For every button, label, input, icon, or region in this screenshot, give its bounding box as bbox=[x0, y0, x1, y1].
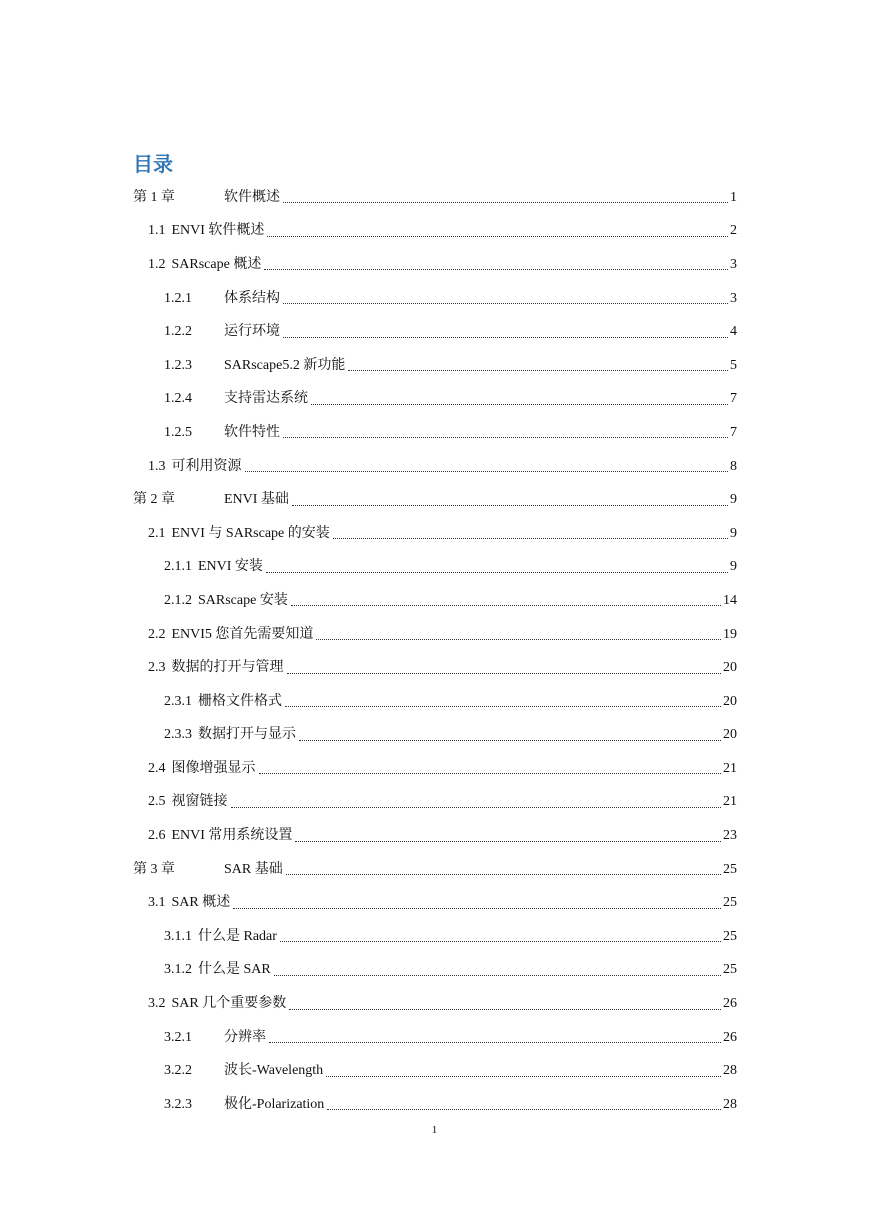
toc-entry-text: ENVI 软件概述 bbox=[171, 223, 265, 239]
dot-leader bbox=[311, 390, 728, 405]
dot-leader bbox=[274, 961, 721, 976]
toc-entry-text: 软件特性 bbox=[224, 424, 280, 440]
toc-entry[interactable] bbox=[0, 853, 869, 887]
toc-entry-text: ENVI 安装 bbox=[198, 559, 263, 575]
toc-entry-page: 21 bbox=[723, 760, 737, 776]
toc-list bbox=[0, 181, 869, 1122]
toc-entry-page: 5 bbox=[730, 357, 737, 373]
toc-entry[interactable] bbox=[0, 383, 869, 417]
toc-entry-text: SARscape 概述 bbox=[171, 256, 262, 272]
toc-entry-text: 极化-Polarization bbox=[224, 1096, 325, 1112]
dot-leader bbox=[283, 289, 728, 304]
toc-entry[interactable] bbox=[0, 551, 869, 585]
dot-leader bbox=[326, 1062, 721, 1077]
dot-leader bbox=[233, 894, 721, 909]
toc-entry[interactable] bbox=[0, 920, 869, 954]
toc-entry-text: SAR 基础 bbox=[224, 861, 283, 877]
toc-entry-page: 26 bbox=[723, 1029, 737, 1045]
toc-entry-text: 软件概述 bbox=[224, 189, 280, 205]
dot-leader bbox=[333, 524, 728, 539]
toc-entry-number: 3.1.2 bbox=[164, 962, 192, 978]
toc-entry-text: SARscape5.2 新功能 bbox=[224, 357, 346, 373]
toc-entry-number: 3.2.1 bbox=[164, 1029, 192, 1045]
toc-entry-text: 什么是 SAR bbox=[198, 962, 271, 978]
toc-entry-number: 3.1.1 bbox=[164, 928, 192, 944]
toc-entry-text: ENVI5 您首先需要知道 bbox=[171, 626, 314, 642]
toc-entry-text: 图像增强显示 bbox=[171, 760, 256, 776]
toc-entry-number: 2.4 bbox=[148, 760, 166, 776]
toc-entry[interactable] bbox=[0, 517, 869, 551]
toc-entry-page: 8 bbox=[730, 458, 737, 474]
toc-entry-text: SAR 概述 bbox=[171, 895, 231, 911]
toc-entry[interactable] bbox=[0, 987, 869, 1021]
toc-entry-number: 2.1.2 bbox=[164, 592, 192, 608]
toc-entry-text: 可利用资源 bbox=[171, 458, 242, 474]
toc-entry-page: 20 bbox=[723, 660, 737, 676]
toc-entry[interactable] bbox=[0, 315, 869, 349]
toc-entry-page: 28 bbox=[723, 1096, 737, 1112]
toc-entry[interactable] bbox=[0, 719, 869, 753]
toc-entry-text: 什么是 Radar bbox=[198, 928, 277, 944]
toc-entry-number: 2.3.3 bbox=[164, 727, 192, 743]
toc-entry[interactable] bbox=[0, 248, 869, 282]
toc-entry[interactable] bbox=[0, 685, 869, 719]
toc-entry-page: 25 bbox=[723, 962, 737, 978]
toc-entry-number: 1.3 bbox=[148, 458, 166, 474]
toc-entry[interactable] bbox=[0, 1088, 869, 1122]
toc-entry-page: 1 bbox=[730, 189, 737, 205]
toc-entry-page: 20 bbox=[723, 727, 737, 743]
dot-leader bbox=[316, 625, 721, 640]
toc-entry-number: 2.5 bbox=[148, 794, 166, 810]
page-number: 1 bbox=[431, 1124, 438, 1136]
dot-leader bbox=[299, 726, 721, 741]
toc-entry-number: 1.2.5 bbox=[164, 424, 192, 440]
dot-leader bbox=[287, 659, 722, 674]
toc-entry[interactable] bbox=[0, 349, 869, 383]
toc-entry-number: 3.2.3 bbox=[164, 1096, 192, 1112]
toc-title: 目录 bbox=[133, 152, 173, 176]
toc-entry-text: ENVI 与 SARscape 的安装 bbox=[171, 525, 330, 541]
toc-entry-page: 4 bbox=[730, 324, 737, 340]
toc-entry[interactable] bbox=[0, 886, 869, 920]
dot-leader bbox=[286, 860, 721, 875]
toc-entry[interactable] bbox=[0, 282, 869, 316]
toc-entry-number: 第 2 章 bbox=[133, 492, 175, 508]
toc-entry-page: 25 bbox=[723, 928, 737, 944]
toc-entry-text: 数据的打开与管理 bbox=[171, 660, 284, 676]
toc-entry-page: 2 bbox=[730, 223, 737, 239]
toc-entry-page: 9 bbox=[730, 559, 737, 575]
toc-entry-page: 3 bbox=[730, 256, 737, 272]
toc-entry-page: 9 bbox=[730, 492, 737, 508]
toc-entry-number: 2.1.1 bbox=[164, 559, 192, 575]
toc-entry[interactable] bbox=[0, 181, 869, 215]
toc-entry-page: 9 bbox=[730, 525, 737, 541]
toc-entry[interactable] bbox=[0, 1021, 869, 1055]
toc-entry-number: 第 1 章 bbox=[133, 189, 175, 205]
toc-entry[interactable] bbox=[0, 618, 869, 652]
dot-leader bbox=[283, 188, 728, 203]
toc-entry-text: ENVI 常用系统设置 bbox=[171, 828, 293, 844]
dot-leader bbox=[292, 491, 728, 506]
toc-entry-number: 3.2 bbox=[148, 996, 166, 1012]
toc-entry-number: 2.3.1 bbox=[164, 693, 192, 709]
dot-leader bbox=[266, 558, 728, 573]
toc-entry-number: 1.2 bbox=[148, 256, 166, 272]
toc-entry-text: ENVI 基础 bbox=[224, 492, 289, 508]
dot-leader bbox=[280, 927, 721, 942]
dot-leader bbox=[295, 827, 721, 842]
toc-entry-number: 3.2.2 bbox=[164, 1063, 192, 1079]
toc-entry[interactable] bbox=[0, 450, 869, 484]
dot-leader bbox=[348, 356, 728, 371]
toc-entry-page: 7 bbox=[730, 424, 737, 440]
toc-entry[interactable] bbox=[0, 786, 869, 820]
toc-entry-page: 25 bbox=[723, 861, 737, 877]
dot-leader bbox=[289, 995, 721, 1010]
toc-entry[interactable] bbox=[0, 215, 869, 249]
toc-entry-page: 19 bbox=[723, 626, 737, 642]
toc-entry-text: 数据打开与显示 bbox=[198, 727, 296, 743]
toc-entry[interactable] bbox=[0, 954, 869, 988]
toc-entry[interactable] bbox=[0, 584, 869, 618]
toc-entry-number: 2.2 bbox=[148, 626, 166, 642]
toc-entry-number: 1.2.3 bbox=[164, 357, 192, 373]
toc-entry-number: 3.1 bbox=[148, 895, 166, 911]
toc-entry-text: 视窗链接 bbox=[171, 794, 228, 810]
toc-entry-number: 1.2.4 bbox=[164, 391, 192, 407]
toc-entry[interactable] bbox=[0, 1054, 869, 1088]
toc-entry-page: 7 bbox=[730, 391, 737, 407]
toc-entry-page: 28 bbox=[723, 1063, 737, 1079]
dot-leader bbox=[269, 1028, 721, 1043]
toc-entry-text: 运行环境 bbox=[224, 324, 280, 340]
toc-entry-text: 分辨率 bbox=[224, 1029, 266, 1045]
dot-leader bbox=[327, 1095, 721, 1110]
toc-entry[interactable] bbox=[0, 483, 869, 517]
dot-leader bbox=[245, 457, 729, 472]
toc-entry-page: 23 bbox=[723, 828, 737, 844]
toc-entry[interactable] bbox=[0, 651, 869, 685]
toc-entry-text: 体系结构 bbox=[224, 290, 280, 306]
dot-leader bbox=[291, 591, 721, 606]
toc-entry-text: SAR 几个重要参数 bbox=[171, 996, 287, 1012]
toc-entry-page: 3 bbox=[730, 290, 737, 306]
dot-leader bbox=[285, 692, 721, 707]
toc-entry-text: SARscape 安装 bbox=[198, 592, 288, 608]
toc-entry-number: 1.2.2 bbox=[164, 324, 192, 340]
toc-entry-page: 21 bbox=[723, 794, 737, 810]
dot-leader bbox=[264, 255, 728, 270]
toc-entry-text: 波长-Wavelength bbox=[224, 1063, 324, 1079]
toc-entry-number: 2.1 bbox=[148, 525, 166, 541]
toc-entry-number: 1.1 bbox=[148, 223, 166, 239]
toc-entry-page: 14 bbox=[723, 592, 737, 608]
dot-leader bbox=[283, 323, 728, 338]
toc-entry-page: 26 bbox=[723, 996, 737, 1012]
dot-leader bbox=[283, 423, 728, 438]
dot-leader bbox=[259, 759, 722, 774]
toc-entry-number: 2.6 bbox=[148, 828, 166, 844]
toc-entry-text: 栅格文件格式 bbox=[198, 693, 282, 709]
toc-entry-number: 第 3 章 bbox=[133, 861, 175, 877]
toc-entry[interactable] bbox=[0, 752, 869, 786]
toc-entry-text: 支持雷达系统 bbox=[224, 391, 308, 407]
toc-entry-page: 20 bbox=[723, 693, 737, 709]
toc-entry-page: 25 bbox=[723, 895, 737, 911]
toc-entry[interactable] bbox=[0, 819, 869, 853]
toc-entry-number: 2.3 bbox=[148, 660, 166, 676]
dot-leader bbox=[267, 222, 728, 237]
toc-entry[interactable] bbox=[0, 416, 869, 450]
toc-entry-number: 1.2.1 bbox=[164, 290, 192, 306]
dot-leader bbox=[231, 793, 722, 808]
